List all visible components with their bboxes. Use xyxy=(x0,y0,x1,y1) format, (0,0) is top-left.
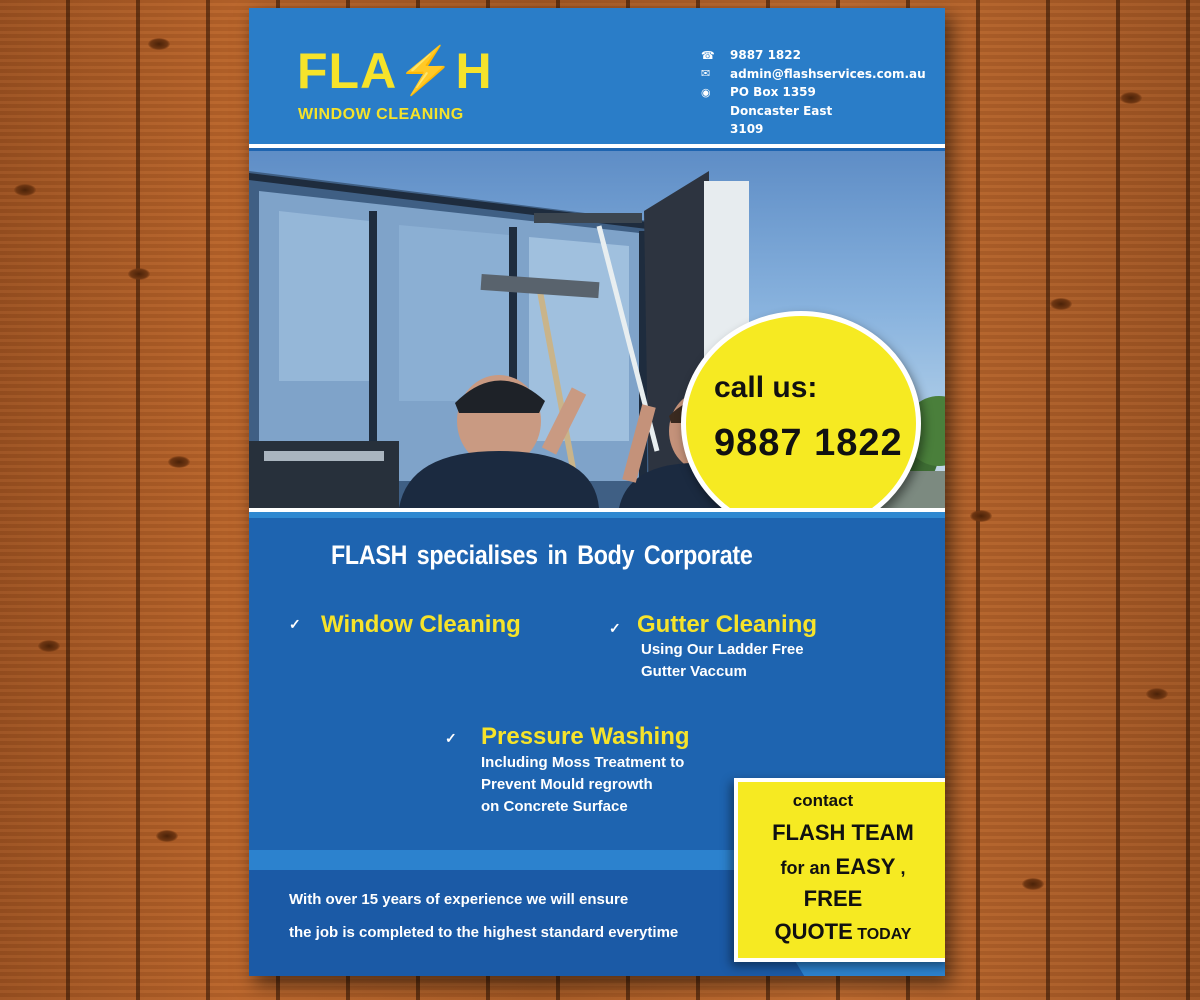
free-quote-box xyxy=(734,778,945,962)
phone-icon: ☎ xyxy=(701,48,715,62)
location-icon: ◉ xyxy=(701,85,711,99)
quote-free: FREE xyxy=(803,886,863,911)
wood-knot xyxy=(156,830,178,842)
wood-knot xyxy=(1022,878,1044,890)
flyer-header xyxy=(249,8,945,144)
check-icon: ✓ xyxy=(445,730,457,746)
mail-icon: ✉ xyxy=(701,67,711,81)
wood-knot xyxy=(168,456,190,468)
quote-flash-team: FLASH TEAM xyxy=(772,820,914,845)
call-us-label: call us: xyxy=(714,371,818,404)
logo-word-end: H xyxy=(455,43,493,99)
service-desc-line: Using Our Ladder Free xyxy=(641,641,804,658)
contact-phone: 9887 1822 xyxy=(730,48,801,63)
contact-suburb: Doncaster East xyxy=(730,103,833,118)
service-desc-line: Gutter Vaccum xyxy=(641,663,747,680)
flyer xyxy=(249,8,945,976)
wood-knot xyxy=(1146,688,1168,700)
contact-postcode: 3109 xyxy=(730,122,764,137)
service-gutter-cleaning: Gutter Cleaning xyxy=(637,611,818,638)
service-pressure-desc xyxy=(481,752,684,818)
contact-email: admin@flashservices.com.au xyxy=(730,66,926,81)
logo-subtitle: WINDOW CLEANING xyxy=(298,106,464,123)
check-icon: ✓ xyxy=(289,616,301,632)
divider xyxy=(249,144,945,148)
service-pressure-washing: Pressure Washing xyxy=(481,723,690,750)
service-desc-line: Including Moss Treatment to xyxy=(481,754,685,771)
wood-knot xyxy=(14,184,36,196)
contact-suburb-row xyxy=(701,102,926,121)
call-us-number: 9887 1822 xyxy=(714,422,903,464)
contact-details xyxy=(701,46,926,139)
logo xyxy=(297,43,493,99)
service-desc-line: Prevent Mould regrowth xyxy=(481,776,653,793)
contact-postcode-row xyxy=(701,120,926,139)
footer-line-1: With over 15 years of experience we will ensure xyxy=(289,891,629,908)
service-window-cleaning: Window Cleaning xyxy=(321,611,521,638)
contact-po-row xyxy=(701,83,926,102)
headline: FLASH specialises in Body Corporate xyxy=(331,540,753,570)
quote-today-line xyxy=(738,919,945,945)
contact-po-box: PO Box 1359 xyxy=(730,85,816,100)
footer-text xyxy=(289,883,678,949)
lightning-bolt-icon: ⚡ xyxy=(397,44,456,96)
wood-knot xyxy=(128,268,150,280)
wood-knot xyxy=(38,640,60,652)
wood-knot xyxy=(148,38,170,50)
check-icon: ✓ xyxy=(609,620,621,636)
service-desc-line: on Concrete Surface xyxy=(481,798,628,815)
wood-knot xyxy=(970,510,992,522)
hero-photo xyxy=(249,151,945,508)
contact-email-row xyxy=(701,65,926,84)
quote-today: TODAY xyxy=(852,926,912,943)
logo-word: FLA xyxy=(297,43,398,99)
quote-contact: contact xyxy=(792,791,854,810)
quote-comma: , xyxy=(895,858,906,878)
quote-quote: QUOTE xyxy=(774,919,853,944)
footer-line-2: the job is completed to the highest standard everytime xyxy=(289,924,679,941)
service-gutter-desc xyxy=(641,639,804,683)
wood-knot xyxy=(1050,298,1072,310)
contact-phone-row xyxy=(701,46,926,65)
quote-for-an: for an xyxy=(780,858,836,878)
accent-strip xyxy=(249,512,945,518)
wood-knot xyxy=(1120,92,1142,104)
quote-easy: EASY xyxy=(835,854,896,879)
quote-easy-line xyxy=(738,854,945,880)
